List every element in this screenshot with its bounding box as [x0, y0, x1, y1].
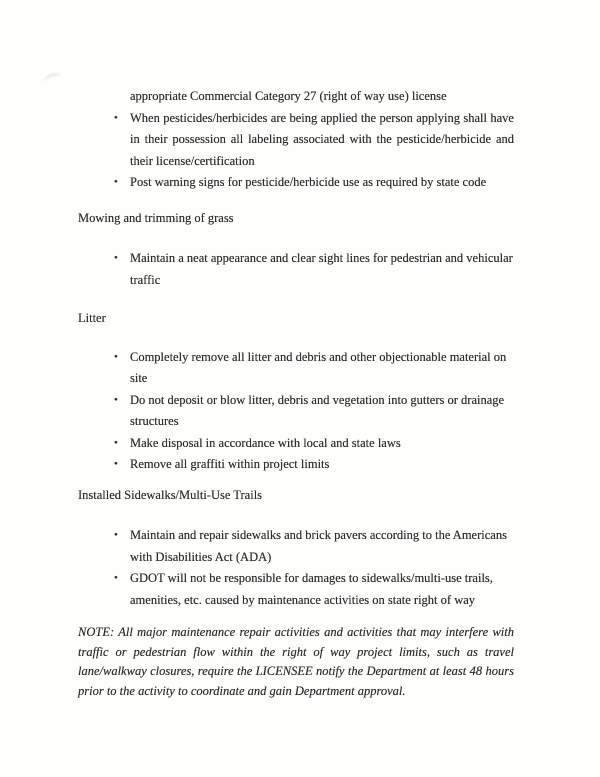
- note-paragraph: NOTE: All major maintenance repair activities and activities that may interfere with traffic or pedestrian flow within the right of way project limits, such as travel lane/walkway closures, require the LICENSEE notify the Department at least 48 hours prior to the activity to coordinate and gain Department approval.: [78, 625, 514, 698]
- section-heading-litter: Litter: [78, 311, 106, 325]
- list-item: [114, 108, 514, 173]
- continuation-line: appropriate Commercial Category 27 (right of way use) license: [130, 89, 447, 103]
- bullet-icon: •: [114, 572, 118, 584]
- list-item: [114, 347, 514, 390]
- bullet-icon: •: [114, 436, 118, 449]
- bullet-icon: •: [114, 350, 118, 363]
- bullet-icon: •: [114, 252, 118, 264]
- bullet-icon: •: [114, 393, 118, 406]
- list-item: [114, 172, 514, 194]
- list-item: [114, 525, 514, 568]
- list-item: [114, 248, 514, 291]
- bullet-text: Make disposal in accordance with local and state laws: [130, 435, 401, 450]
- bullet-icon: •: [114, 111, 118, 124]
- bullet-icon: •: [114, 176, 118, 188]
- bullet-icon: •: [114, 458, 118, 470]
- scan-smudge-mark: [43, 72, 62, 87]
- list-item: [114, 454, 514, 476]
- bullet-text: Post warning signs for pesticide/herbicide use as required by state code: [130, 175, 487, 189]
- bullet-text: Maintain and repair sidewalks and brick pavers according to the Americans with Disabilities Act (ADA): [130, 528, 507, 564]
- bullet-text: Maintain a neat appearance and clear sight lines for pedestrian and vehicular traffic: [130, 251, 513, 287]
- mowing-bullet-list: [78, 248, 514, 291]
- bullet-icon: •: [114, 529, 118, 541]
- section-heading-mowing: Mowing and trimming of grass: [78, 210, 234, 225]
- list-item: [114, 433, 514, 455]
- pesticide-bullet-list: [78, 108, 514, 194]
- list-item: [114, 568, 514, 611]
- litter-bullet-list: [78, 347, 514, 476]
- document-content: [78, 86, 514, 701]
- sidewalks-bullet-list: [78, 525, 514, 611]
- bullet-text: Do not deposit or blow litter, debris and vegetation into gutters or drainage structures: [130, 392, 505, 428]
- list-item: [114, 390, 514, 433]
- bullet-text: GDOT will not be responsible for damages to sidewalks/multi-use trails, amenities, etc. caused by maintenance activities on state right of way: [130, 571, 493, 607]
- section-heading-sidewalks: Installed Sidewalks/Multi-Use Trails: [78, 487, 263, 502]
- bullet-text: Remove all graffiti within project limits: [130, 457, 330, 471]
- bullet-text: When pesticides/herbicides are being applied the person applying shall have in their possession all labeling associated with the pesticide/herbicide and their license/certification: [130, 110, 514, 168]
- bullet-text: Completely remove all litter and debris and other objectionable material on site: [130, 349, 507, 385]
